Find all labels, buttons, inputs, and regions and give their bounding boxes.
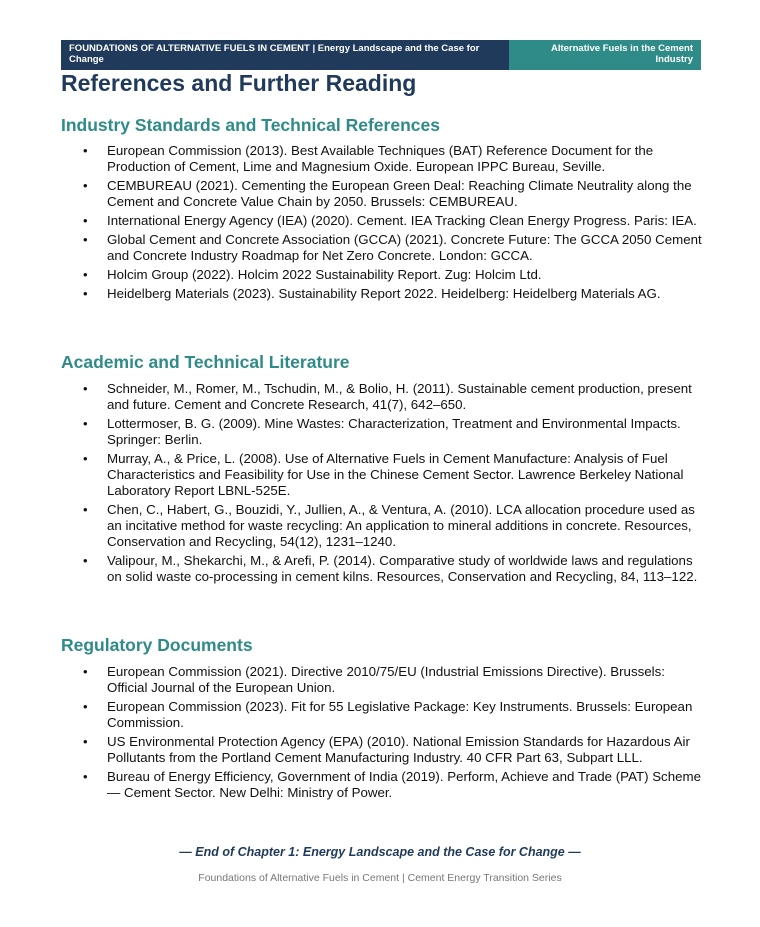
bullet-icon: • [83, 699, 88, 714]
bullet-icon: • [83, 769, 88, 784]
reference-text: CEMBUREAU (2021). Cementing the European Green Deal: Reaching Climate Neutrality along the Cement and Concrete Value Chain by 2050. Brussels: CEMBUREAU. [107, 178, 692, 209]
reference-item [83, 734, 703, 766]
reference-item [83, 286, 703, 302]
reference-item [83, 416, 703, 448]
bullet-icon: • [83, 286, 88, 301]
header-chapter-title: FOUNDATIONS OF ALTERNATIVE FUELS IN CEMENT | Energy Landscape and the Case for Change [61, 40, 509, 70]
section-title-regulatory-documents: Regulatory Documents [61, 635, 253, 655]
running-header [61, 40, 701, 70]
bullet-icon: • [83, 502, 88, 517]
reference-text: Valipour, M., Shekarchi, M., & Arefi, P. (2014). Comparative study of worldwide laws and regulations on solid waste co-processing in cement kilns. Resources, Conservation and Recycling, 84, 113–122. [107, 553, 698, 584]
reference-item [83, 553, 703, 585]
bullet-icon: • [83, 213, 88, 228]
reference-item [83, 699, 703, 731]
bullet-icon: • [83, 451, 88, 466]
reference-list-academic-literature [83, 381, 703, 588]
reference-text: Global Cement and Concrete Association (GCCA) (2021). Concrete Future: The GCCA 2050 Cement and Concrete Industry Roadmap for Net Zero Concrete. London: GCCA. [107, 232, 702, 263]
reference-item [83, 213, 703, 229]
bullet-icon: • [83, 553, 88, 568]
reference-text: Lottermoser, B. G. (2009). Mine Wastes: Characterization, Treatment and Environmental Impacts. Springer: Berlin. [107, 416, 681, 447]
bullet-icon: • [83, 664, 88, 679]
bullet-icon: • [83, 178, 88, 193]
reference-item [83, 381, 703, 413]
bullet-icon: • [83, 232, 88, 247]
reference-list-regulatory-documents [83, 664, 703, 804]
reference-item [83, 267, 703, 283]
reference-item [83, 451, 703, 499]
reference-text: European Commission (2013). Best Available Techniques (BAT) Reference Document for the Production of Cement, Lime and Magnesium Oxide. European IPPC Bureau, Seville. [107, 143, 654, 174]
page-title: References and Further Reading [61, 70, 417, 96]
bullet-icon: • [83, 143, 88, 158]
reference-text: European Commission (2021). Directive 2010/75/EU (Industrial Emissions Directive). Brussels: Official Journal of the European Union. [107, 664, 665, 695]
reference-text: US Environmental Protection Agency (EPA) (2010). National Emission Standards for Hazardous Air Pollutants from the Portland Cement Manufacturing Industry. 40 CFR Part 63, Subpart LLL. [107, 734, 690, 765]
bullet-icon: • [83, 734, 88, 749]
reference-text: Heidelberg Materials (2023). Sustainability Report 2022. Heidelberg: Heidelberg Materials AG. [107, 286, 661, 301]
reference-text: International Energy Agency (IEA) (2020). Cement. IEA Tracking Clean Energy Progress. Paris: IEA. [107, 213, 697, 228]
section-title-industry-standards: Industry Standards and Technical References [61, 115, 440, 135]
reference-list-industry-standards [83, 143, 703, 305]
header-book-title: Alternative Fuels in the Cement Industry [509, 40, 701, 70]
reference-item [83, 178, 703, 210]
reference-item [83, 502, 703, 550]
reference-item [83, 769, 703, 801]
bullet-icon: • [83, 381, 88, 396]
bullet-icon: • [83, 267, 88, 282]
reference-text: European Commission (2023). Fit for 55 Legislative Package: Key Instruments. Brussels: European Commission. [107, 699, 693, 730]
page-footer: Foundations of Alternative Fuels in Cement | Cement Energy Transition Series [198, 872, 562, 884]
bullet-icon: • [83, 416, 88, 431]
reference-item [83, 664, 703, 696]
section-title-academic-literature: Academic and Technical Literature [61, 352, 350, 372]
chapter-end-note: — End of Chapter 1: Energy Landscape and the Case for Change — [179, 845, 581, 859]
reference-text: Chen, C., Habert, G., Bouzidi, Y., Jullien, A., & Ventura, A. (2010). LCA allocation procedure used as an incitative method for waste recycling: An application to mineral additions in concrete. Resources, Conservation and Recycling, 54(12), 1231–1240. [107, 502, 695, 549]
reference-text: Schneider, M., Romer, M., Tschudin, M., & Bolio, H. (2011). Sustainable cement production, present and future. Cement and Concrete Research, 41(7), 642–650. [107, 381, 692, 412]
reference-text: Murray, A., & Price, L. (2008). Use of Alternative Fuels in Cement Manufacture: Analysis of Fuel Characteristics and Feasibility for Use in the Chinese Cement Sector. Lawrence Berkeley National Laboratory Report LBNL-525E. [107, 451, 684, 498]
reference-text: Holcim Group (2022). Holcim 2022 Sustainability Report. Zug: Holcim Ltd. [107, 267, 542, 282]
reference-text: Bureau of Energy Efficiency, Government of India (2019). Perform, Achieve and Trade (PAT) Scheme — Cement Sector. New Delhi: Ministry of Power. [107, 769, 701, 800]
reference-item [83, 232, 703, 264]
reference-item [83, 143, 703, 175]
